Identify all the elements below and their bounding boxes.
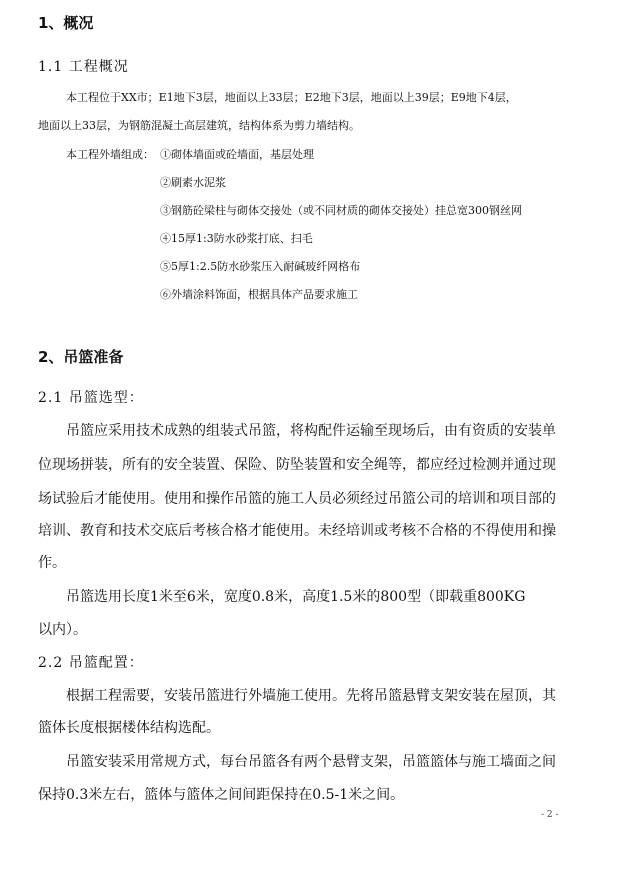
paragraph-4-line-2: 保持0.3米左右，篮体与篮体之间间距保持在0.5-1米之间。 [38,787,405,803]
wall-composition-lead: 本工程外墙组成： [66,148,154,161]
section-2-2-title: 2.2 吊篮配置： [38,655,144,671]
paragraph-3-line-2: 篮体长度根据楼体结构选配。 [38,720,220,736]
intro-line-2: 地面以上33层，为钢筋混凝土高层建筑，结构体系为剪力墙结构。 [38,119,360,132]
paragraph-1-line-4: 培训、教育和技术交底后考核合格才能使用。未经培训或考核不合格的不得使用和操 [38,523,556,539]
wall-item-1: ①砌体墙面或砼墙面，基层处理 [160,148,314,161]
section-2-title: 2、吊篮准备 [38,348,124,366]
paragraph-1-line-5: 作。 [38,555,66,571]
wall-item-6: ⑥外墙涂料饰面，根据具体产品要求施工 [160,288,358,301]
section-1-title: 1、概况 [38,14,94,32]
wall-item-2: ②刷素水泥浆 [160,176,226,189]
intro-line-1: 本工程位于XX市；E1地下3层，地面以上33层；E2地下3层，地面以上39层；E9地下4层， [66,91,517,104]
wall-item-4: ④15厚1:3防水砂浆打底、扫毛 [160,232,313,245]
paragraph-4-line-1: 吊篮安装采用常规方式，每台吊篮各有两个悬臂支架，吊篮篮体与施工墙面之间 [66,754,556,770]
paragraph-1-line-1: 吊篮应采用技术成熟的组装式吊篮，将构配件运输至现场后，由有资质的安装单 [66,423,556,439]
section-1-1-title: 1.1 工程概况 [38,59,129,75]
paragraph-3-line-1: 根据工程需要，安装吊篮进行外墙施工使用。先将吊篮悬臂支架安装在屋顶，其 [66,688,556,704]
paragraph-2-line-1: 吊篮选用长度1米至6米，宽度0.8米，高度1.5米的800型（即载重800KG [66,589,526,605]
paragraph-2-line-2: 以内）。 [38,622,87,638]
wall-item-5: ⑤5厚1:2.5防水砂浆压入耐碱玻纤网格布 [160,260,361,273]
section-2-1-title: 2.1 吊篮选型： [38,390,144,406]
paragraph-1-line-2: 位现场拼装，所有的安全装置、保险、防坠装置和安全绳等，都应经过检测并通过现 [38,457,556,473]
page-number: - 2 - [541,810,559,820]
paragraph-1-line-3: 场试验后才能使用。使用和操作吊篮的施工人员必须经过吊篮公司的培训和项目部的 [38,491,556,507]
wall-item-3: ③钢筋砼梁柱与砌体交接处（或不同材质的砌体交接处）挂总宽300钢丝网 [160,204,522,217]
